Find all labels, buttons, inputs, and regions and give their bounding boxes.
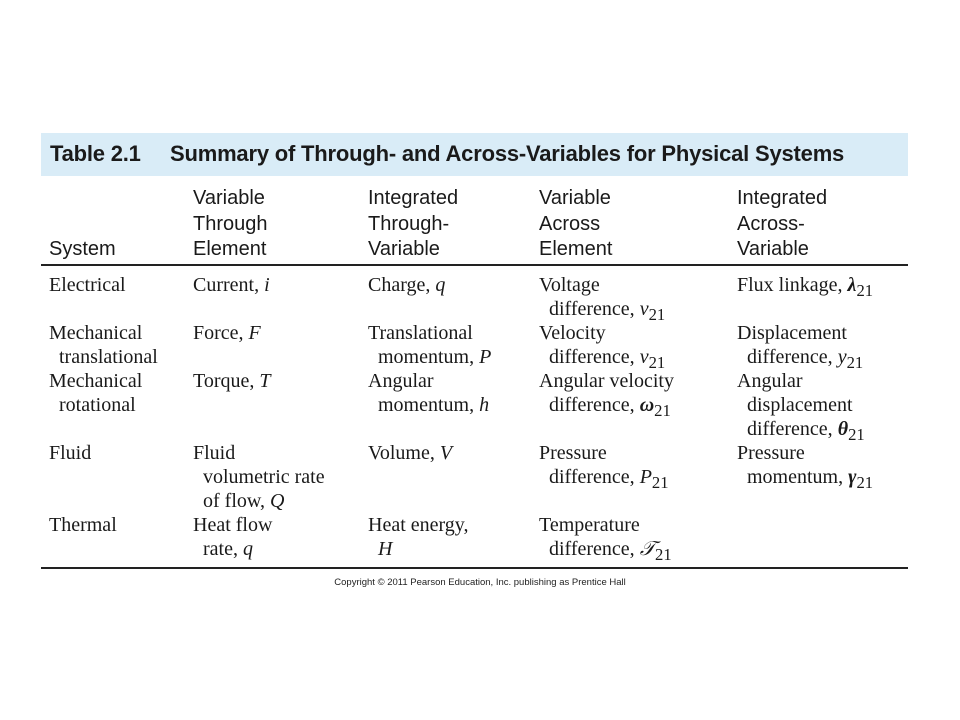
- table-title-bar: [41, 133, 908, 176]
- cell-system: Mechanical rotational: [49, 370, 143, 416]
- cell-through-variable: Current, i: [193, 274, 270, 296]
- cell-integrated-through: Angular momentum, h: [368, 370, 490, 416]
- header-line: Through: [193, 212, 268, 235]
- header-line: Across: [539, 212, 601, 235]
- copyright-notice: Copyright © 2011 Pearson Education, Inc. publishing as Prentice Hall: [334, 577, 626, 588]
- cell-through-variable: Torque, T: [193, 370, 271, 392]
- cell-system: Mechanical translational: [49, 322, 158, 368]
- header-variable-through-element: [193, 186, 268, 263]
- header-line: Across-: [737, 212, 805, 235]
- table-number: Table 2.1: [50, 141, 141, 166]
- header-line: Variable: [193, 187, 265, 209]
- header-divider: [41, 264, 908, 266]
- cell-system: Fluid: [49, 442, 92, 464]
- cell-integrated-across: Pressure momentum, $\gamma_{21}$: [737, 442, 874, 492]
- header-line: System: [49, 238, 116, 260]
- cell-across-variable: Pressure difference, $P_{21}$: [539, 442, 669, 492]
- cell-system: Electrical: [49, 274, 126, 296]
- header-line: Element: [193, 238, 267, 260]
- cell-integrated-through: Charge, q: [368, 274, 446, 296]
- cell-integrated-through: Translational momentum, P: [368, 322, 492, 368]
- cell-integrated-through: Heat energy, H: [368, 514, 469, 560]
- cell-across-variable: Angular velocity difference, $\omega_{21}$: [539, 370, 674, 420]
- header-line: Variable: [539, 187, 611, 209]
- cell-integrated-across: Displacement difference, $y_{21}$: [737, 322, 864, 372]
- header-integrated-through-variable: [368, 186, 458, 263]
- cell-integrated-across: Angular displacement difference, $\theta_{21}$: [737, 370, 865, 444]
- header-line: Integrated: [737, 187, 828, 209]
- cell-across-variable: Temperature difference, 𝒯$_{21}$: [539, 514, 672, 564]
- header-line: Variable: [368, 238, 440, 260]
- cell-integrated-across: Flux linkage, $\lambda_{21}$: [737, 274, 874, 300]
- cell-through-variable: Force, F: [193, 322, 261, 344]
- header-variable-across-element: [539, 186, 612, 263]
- cell-system: Thermal: [49, 514, 117, 536]
- cell-across-variable: Voltage difference, $v_{21}$: [539, 274, 666, 324]
- header-line: Integrated: [368, 187, 459, 209]
- table-title: Summary of Through- and Across-Variables for Physical Systems: [170, 141, 845, 166]
- table-bottom-rule: [41, 567, 908, 569]
- header-line: Element: [539, 238, 613, 260]
- cell-through-variable: Heat flow rate, q: [193, 514, 273, 560]
- header-integrated-across-variable: [737, 186, 827, 263]
- header-system: [49, 237, 116, 263]
- cell-across-variable: Velocity difference, $v_{21}$: [539, 322, 666, 372]
- header-line: Variable: [737, 238, 809, 260]
- cell-integrated-through: Volume, V: [368, 442, 453, 464]
- cell-through-variable: Fluid volumetric rate of flow, Q: [193, 442, 325, 512]
- header-line: Through-: [368, 212, 450, 235]
